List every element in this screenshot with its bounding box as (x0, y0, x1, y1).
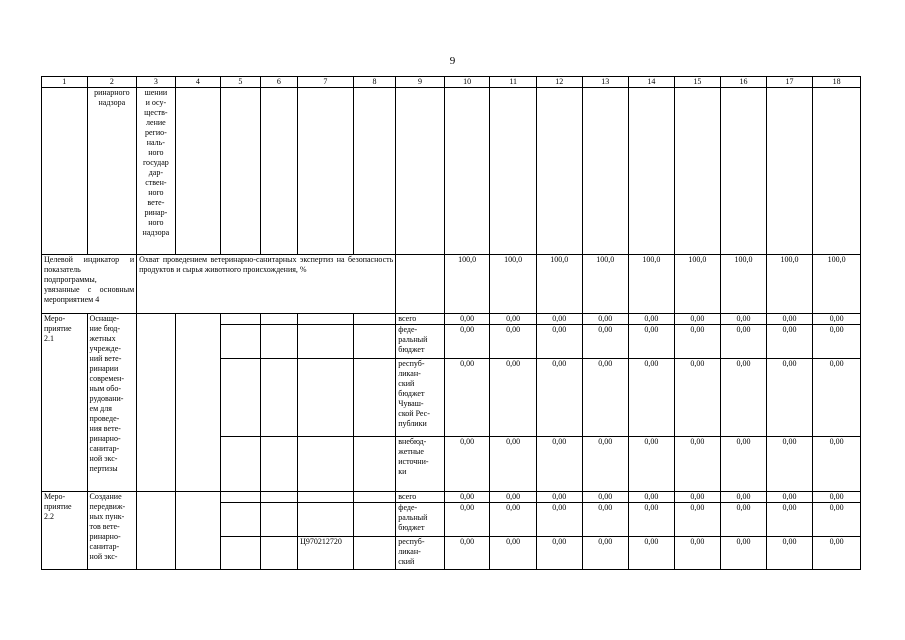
value-cell: 0,00 (629, 503, 675, 537)
source-cell: феде- ральный бюджет (396, 325, 445, 359)
value-cell: 0,00 (766, 359, 813, 437)
value-cell: 0,00 (536, 325, 582, 359)
value-cell: 0,00 (444, 314, 490, 325)
header-cell: 6 (260, 77, 297, 88)
value-cell: 0,00 (766, 503, 813, 537)
header-cell: 12 (536, 77, 582, 88)
header-row (42, 77, 861, 88)
source-cell: феде- ральный бюджет (396, 503, 445, 537)
value-cell: 0,00 (629, 359, 675, 437)
indicator-value: 100,0 (766, 255, 813, 314)
indicator-value: 100,0 (536, 255, 582, 314)
header-cell: 5 (221, 77, 260, 88)
value-cell: 0,00 (444, 492, 490, 503)
value-cell: 0,00 (813, 492, 861, 503)
value-cell: 0,00 (721, 437, 767, 492)
value-cell: 0,00 (444, 537, 490, 570)
value-cell: 0,00 (444, 325, 490, 359)
header-cell: 4 (175, 77, 221, 88)
value-cell: 0,00 (629, 492, 675, 503)
value-cell: 0,00 (629, 325, 675, 359)
header-cell: 10 (444, 77, 490, 88)
value-cell: 0,00 (766, 537, 813, 570)
value-cell: 0,00 (721, 314, 767, 325)
value-cell: 0,00 (629, 437, 675, 492)
value-cell: 0,00 (490, 325, 537, 359)
value-cell: 0,00 (490, 503, 537, 537)
value-cell: 0,00 (582, 314, 629, 325)
source-cell: респуб- ликан- ский бюджет Чуваш- ской Рес- публики (396, 359, 445, 437)
value-cell: 0,00 (813, 325, 861, 359)
indicator-label: Целевой индикатор и показатель подпрограммы, увязанные с основным мероприятием 4 (42, 255, 137, 314)
value-cell: 0,00 (536, 437, 582, 492)
continued-name-cell: ринарного надзора (87, 88, 137, 255)
value-cell: 0,00 (490, 537, 537, 570)
value-cell: 0,00 (674, 492, 721, 503)
indicator-value: 100,0 (674, 255, 721, 314)
value-cell: 0,00 (582, 437, 629, 492)
value-cell: 0,00 (582, 503, 629, 537)
header-cell: 2 (87, 77, 137, 88)
value-cell: 0,00 (629, 314, 675, 325)
header-cell: 3 (137, 77, 175, 88)
value-cell: 0,00 (813, 359, 861, 437)
header-cell: 18 (813, 77, 861, 88)
header-cell: 17 (766, 77, 813, 88)
value-cell: 0,00 (674, 537, 721, 570)
value-cell: 0,00 (674, 314, 721, 325)
indicator-value: 100,0 (444, 255, 490, 314)
value-cell: 0,00 (629, 537, 675, 570)
indicator-row (42, 255, 861, 314)
continued-goal-cell: шении и осу- ществ- ление регио- наль- ного государ дар- ствен- ного вете- ринар- ного надзора (137, 88, 175, 255)
source-cell: внебюд- жетные источни- ки (396, 437, 445, 492)
header-cell: 9 (396, 77, 445, 88)
table-row (42, 314, 861, 325)
value-cell: 0,00 (490, 492, 537, 503)
page-number: 9 (449, 55, 456, 67)
header-cell: 11 (490, 77, 537, 88)
value-cell: 0,00 (444, 359, 490, 437)
value-cell: 0,00 (674, 325, 721, 359)
measure-name-2-2: Создание передвиж- ных пунк- тов вете- ринарно- санитар- ной экс- (87, 492, 137, 570)
value-cell: 0,00 (444, 503, 490, 537)
indicator-value: 100,0 (490, 255, 537, 314)
value-cell: 0,00 (721, 325, 767, 359)
value-cell: 0,00 (721, 537, 767, 570)
value-cell: 0,00 (582, 359, 629, 437)
header-cell: 16 (721, 77, 767, 88)
indicator-value: 100,0 (629, 255, 675, 314)
value-cell: 0,00 (674, 503, 721, 537)
source-cell: всего (396, 314, 445, 325)
value-cell: 0,00 (766, 437, 813, 492)
header-cell: 8 (353, 77, 396, 88)
value-cell: 0,00 (536, 359, 582, 437)
value-cell: 0,00 (490, 314, 537, 325)
indicator-value: 100,0 (721, 255, 767, 314)
value-cell: 0,00 (536, 537, 582, 570)
value-cell: 0,00 (813, 503, 861, 537)
value-cell: 0,00 (721, 503, 767, 537)
value-cell: 0,00 (536, 503, 582, 537)
value-cell: 0,00 (444, 437, 490, 492)
header-cell: 7 (298, 77, 354, 88)
value-cell: 0,00 (766, 492, 813, 503)
value-cell: 0,00 (813, 314, 861, 325)
header-cell: 14 (629, 77, 675, 88)
source-cell: всего (396, 492, 445, 503)
value-cell: 0,00 (582, 537, 629, 570)
indicator-value: 100,0 (582, 255, 629, 314)
value-cell: 0,00 (490, 437, 537, 492)
continuation-row (42, 88, 861, 255)
budget-table (41, 76, 861, 570)
value-cell: 0,00 (536, 492, 582, 503)
value-cell: 0,00 (813, 437, 861, 492)
value-cell: 0,00 (674, 437, 721, 492)
header-cell: 1 (42, 77, 88, 88)
value-cell: 0,00 (582, 325, 629, 359)
measure-label-2-2: Меро- приятие 2.2 (42, 492, 88, 570)
budget-code: Ц970212720 (298, 537, 354, 570)
value-cell: 0,00 (813, 537, 861, 570)
value-cell: 0,00 (721, 492, 767, 503)
value-cell: 0,00 (674, 359, 721, 437)
measure-label-2-1: Меро- приятие 2.1 (42, 314, 88, 492)
value-cell: 0,00 (582, 492, 629, 503)
table-row (42, 492, 861, 503)
value-cell: 0,00 (490, 359, 537, 437)
indicator-text: Охват проведением ветеринарно-санитарных экспертиз на безопасность продуктов и сырья животного происхождения, % (137, 255, 396, 314)
value-cell: 0,00 (766, 325, 813, 359)
indicator-value: 100,0 (813, 255, 861, 314)
value-cell: 0,00 (766, 314, 813, 325)
measure-name-2-1: Оснаще- ние бюд- жетных учрежде- ний вете- ринарии современ- ным обо- рудовани- ем для проведе- ния вете- ринарно- санитар- ной экс- пертизы (87, 314, 137, 492)
header-cell: 15 (674, 77, 721, 88)
value-cell: 0,00 (536, 314, 582, 325)
value-cell: 0,00 (721, 359, 767, 437)
source-cell: респуб- ликан- ский (396, 537, 445, 570)
header-cell: 13 (582, 77, 629, 88)
